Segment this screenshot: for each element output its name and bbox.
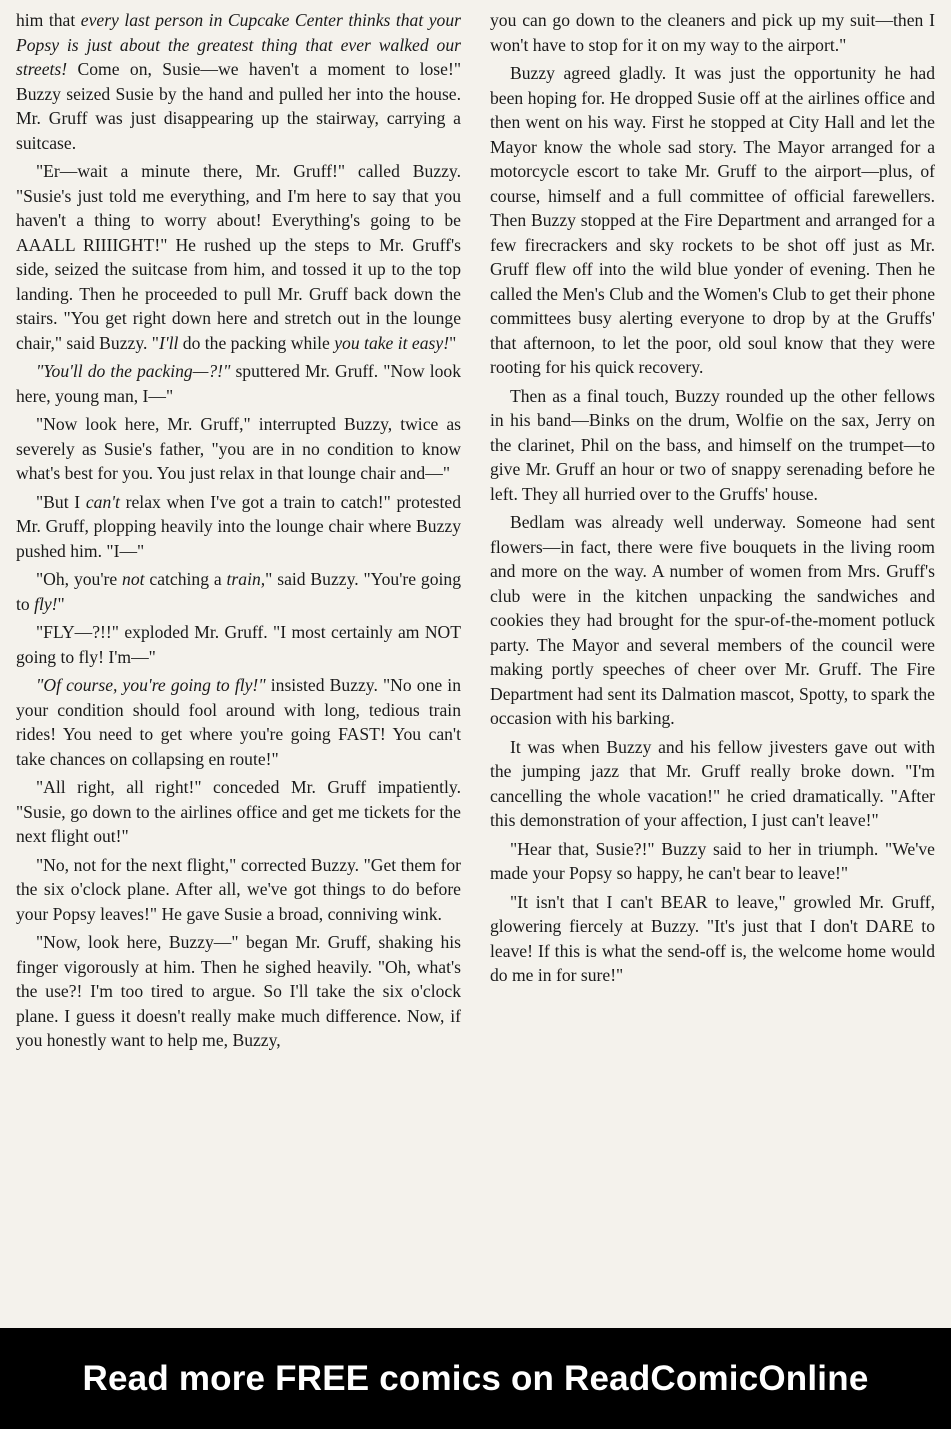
promo-banner[interactable] bbox=[0, 1328, 951, 1429]
left-text-column bbox=[16, 8, 461, 1320]
paragraph: "Now, look here, Buzzy—" began Mr. Gruff, shaking his finger vigorously at him. Then he sighed heavily. "Oh, what's the use?! I'm too tired to argue. So I'll take the six o'clock plane. I guess it doesn't really make much difference. Now, if you honestly want to help me, Buzzy, bbox=[16, 932, 461, 1050]
paragraph: "But I can't relax when I've got a train to catch!" protested Mr. Gruff, plopping heavily into the lounge chair where Buzzy pushed him. "I—" bbox=[16, 491, 461, 561]
paragraph: "You'll do the packing—?!" sputtered Mr. Gruff. "Now look here, young man, I—" bbox=[16, 361, 461, 406]
paragraph: you can go down to the cleaners and pick up my suit—then I won't have to stop for it on my way to the airport." bbox=[490, 10, 935, 55]
paragraph: "FLY—?!!" exploded Mr. Gruff. "I most certainly am NOT going to fly! I'm—" bbox=[16, 622, 461, 667]
paragraph: "It isn't that I can't BEAR to leave," growled Mr. Gruff, glowering fiercely at Buzzy. "It's just that I don't DARE to leave! If this is what the send-off is, the welcome home would do me in for sure!" bbox=[490, 891, 935, 985]
promo-banner-text[interactable]: Read more FREE comics on ReadComicOnline bbox=[82, 1358, 869, 1398]
right-text-column bbox=[490, 8, 935, 1320]
paragraph: "No, not for the next flight," corrected Buzzy. "Get them for the six o'clock plane. After all, we've got things to do before your Popsy leaves!" He gave Susie a broad, conniving wink. bbox=[16, 854, 461, 924]
paragraph: "Of course, you're going to fly!" insisted Buzzy. "No one in your condition should fool around with long, tedious train rides! You need to get where you're going FAST! You can't take chances on collapsing en route!" bbox=[16, 675, 461, 769]
paragraph: Then as a final touch, Buzzy rounded up the other fellows in his band—Binks on the drum, Wolfie on the sax, Jerry on the clarinet, Phil on the bass, and himself on the trumpet—to give Mr. Gruff an hour or two of snappy serenading before he left. They all hurried over to the Gruffs' house. bbox=[490, 385, 935, 504]
paragraph: him that every last person in Cupcake Center thinks that your Popsy is just about the greatest thing that ever walked our streets! Come on, Susie—we haven't a moment to lose!" Buzzy seized Susie by the hand and pulled her into the house. Mr. Gruff was just disappearing up the stairway, carrying a suitcase. bbox=[16, 10, 461, 153]
paragraph: "Er—wait a minute there, Mr. Gruff!" called Buzzy. "Susie's just told me everything, and I'm here to say that you haven't a thing to worry about! Everything's going to be AAALL RIIIIGHT!" He rushed up the steps to Mr. Gruff's side, seized the suitcase from him, and tossed it up to the top landing. Then he proceeded to pull Mr. Gruff back down the stairs. "You get right down here and stretch out in the lounge chair," said Buzzy. "I'll do the packing while you take it easy!" bbox=[16, 161, 461, 353]
paragraph: Buzzy agreed gladly. It was just the opportunity he had been hoping for. He dropped Susie off at the airlines office and then went on his way. First he stopped at City Hall and let the Mayor know the whole sad story. The Mayor arranged for a motorcycle escort to take Mr. Gruff to the airport—plus, of course, himself and a full committee of official farewellers. Then Buzzy stopped at the Fire Department and arranged for a few firecrackers and sky rockets to be shot off just as Mr. Gruff flew off into the wild blue yonder of evening. Then he called the Men's Club and the Women's Club to get their phone committees busy alerting everyone to drop by at the Gruffs' that afternoon, to let the poor, old soul know that they were rooting for his quick recovery. bbox=[490, 63, 935, 377]
story-text-columns bbox=[16, 8, 935, 1320]
paragraph: "All right, all right!" conceded Mr. Gruff impatiently. "Susie, go down to the airlines office and get me tickets for the next flight out!" bbox=[16, 777, 461, 846]
paragraph: "Oh, you're not catching a train," said Buzzy. "You're going to fly!" bbox=[16, 569, 461, 614]
paragraph: "Hear that, Susie?!" Buzzy said to her in triumph. "We've made your Popsy so happy, he can't bear to leave!" bbox=[490, 838, 935, 883]
paragraph: It was when Buzzy and his fellow jivesters gave out with the jumping jazz that Mr. Gruff really broke down. "I'm cancelling the whole vacation!" he cried dramatically. "After this demonstration of your affection, I just can't leave!" bbox=[490, 736, 935, 830]
paragraph: Bedlam was already well underway. Someone had sent flowers—in fact, there were five bouquets in the living room and more on the way. A number of women from Mrs. Gruff's club were in the kitchen unpacking the sandwiches and cookies they had brought for the spur-of-the-moment potluck party. The Mayor and several members of the council were making portly speeches of cheer over Mr. Gruff. The Fire Department had sent its Dalmation mascot, Spotty, to spark the occasion with his barking. bbox=[490, 512, 935, 728]
paragraph: "Now look here, Mr. Gruff," interrupted Buzzy, twice as severely as Susie's father, "you are in no condition to know what's best for you. You just relax in that lounge chair and—" bbox=[16, 414, 461, 483]
